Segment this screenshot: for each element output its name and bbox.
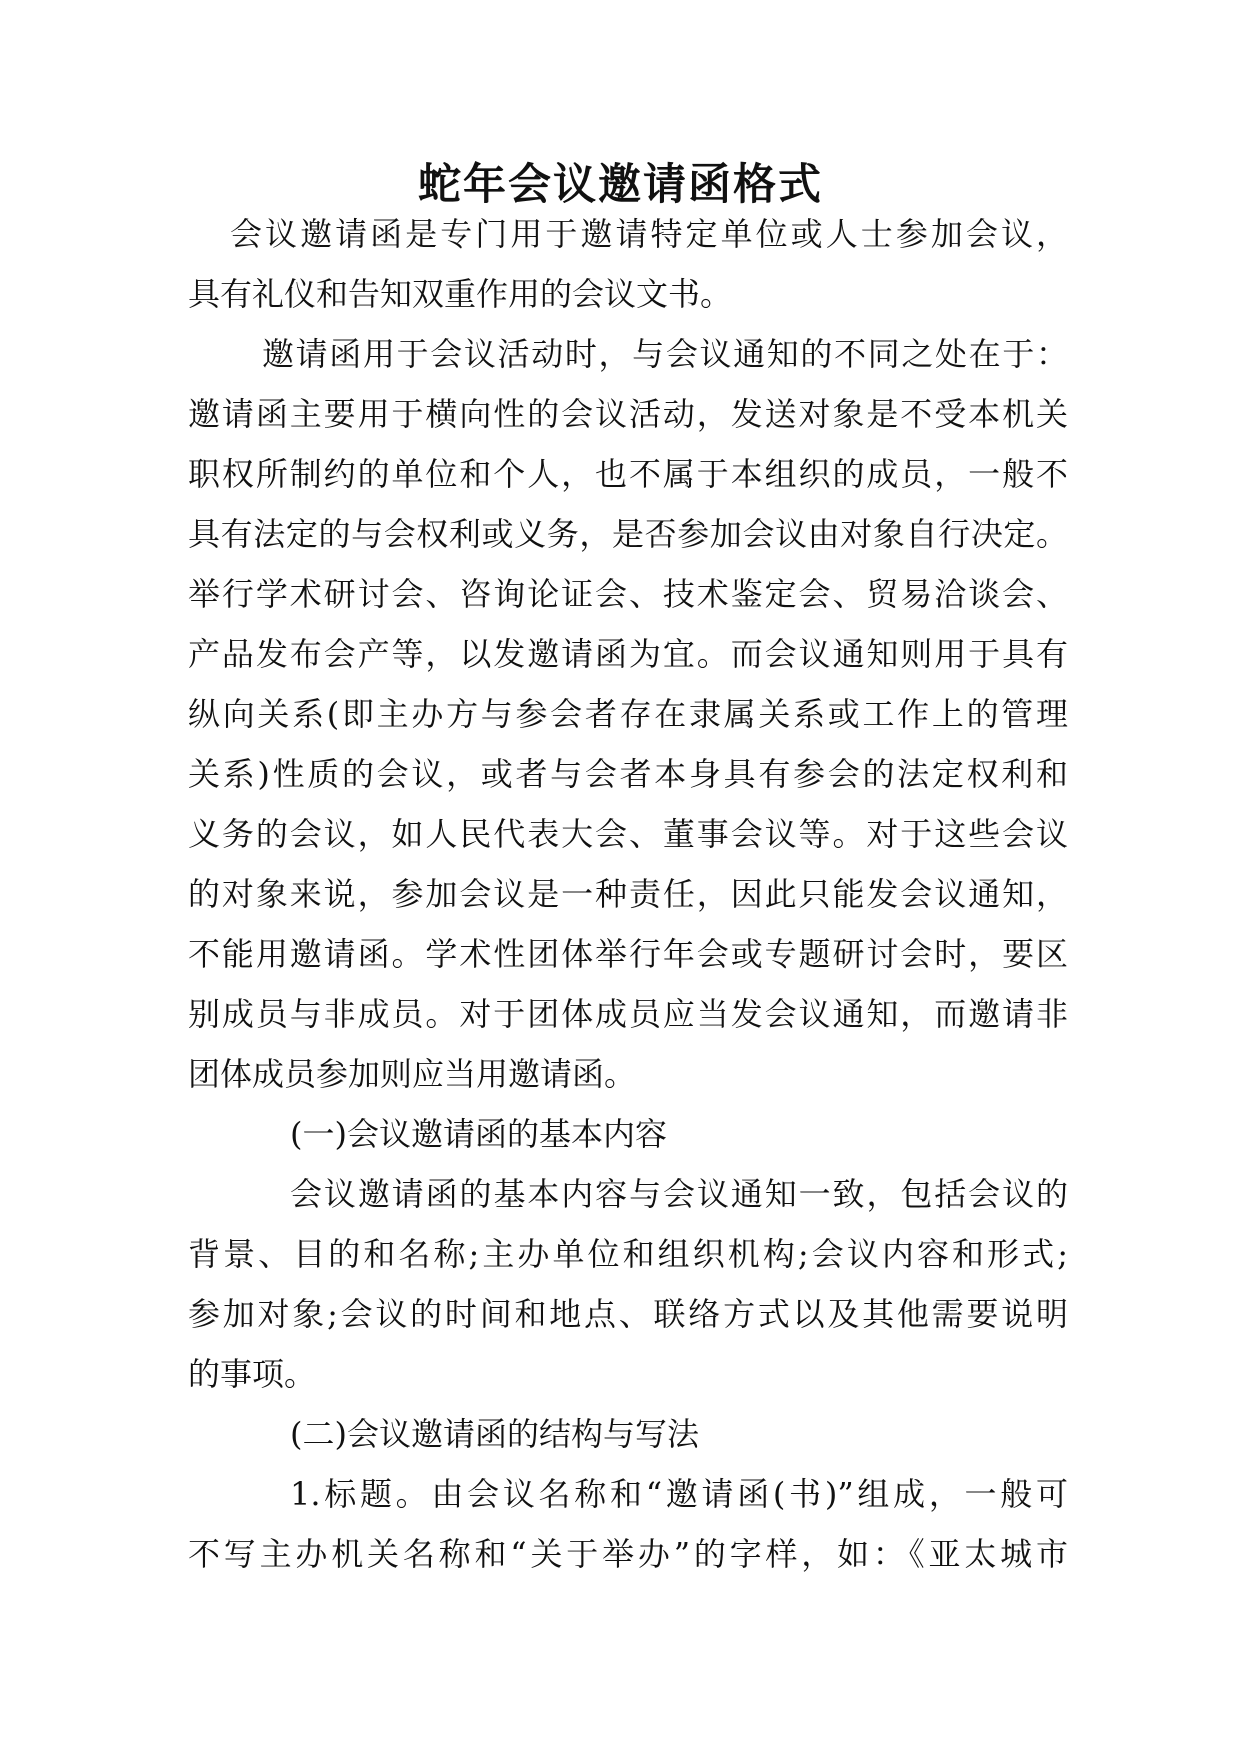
text-line: 产品发布会产等，以发邀请函为宜。而会议通知则用于具有 <box>188 635 1068 673</box>
text-line: 别成员与非成员。对于团体成员应当发会议通知，而邀请非 <box>188 995 1068 1033</box>
text-line: 关系)性质的会议，或者与会者本身具有参会的法定权利和 <box>188 755 1068 793</box>
text-line: 的事项。 <box>188 1355 317 1393</box>
text-line: 1.标题。由会议名称和“邀请函(书)”组成，一般可 <box>290 1475 1068 1513</box>
text-line: 举行学术研讨会、咨询论证会、技术鉴定会、贸易洽谈会、 <box>188 575 1068 613</box>
text-line: 邀请函主要用于横向性的会议活动，发送对象是不受本机关 <box>188 395 1068 433</box>
text-line: 纵向关系(即主办方与参会者存在隶属关系或工作上的管理 <box>188 695 1068 733</box>
section-heading: (二)会议邀请函的结构与写法 <box>290 1415 699 1453</box>
text-line: 背景、目的和名称;主办单位和组织机构;会议内容和形式; <box>188 1235 1068 1273</box>
text-line: 具有礼仪和告知双重作用的会议文书。 <box>188 275 733 313</box>
text-line: 会议邀请函的基本内容与会议通知一致，包括会议的 <box>290 1175 1068 1213</box>
text-line: 团体成员参加则应当用邀请函。 <box>188 1055 637 1093</box>
text-line: 会议邀请函是专门用于邀请特定单位或人士参加会议， <box>230 215 1068 253</box>
text-line: 职权所制约的单位和个人，也不属于本组织的成员，一般不 <box>188 455 1068 493</box>
text-line: 邀请函用于会议活动时，与会议通知的不同之处在于： <box>262 335 1068 373</box>
text-line: 具有法定的与会权利或义务，是否参加会议由对象自行决定。 <box>188 515 1068 553</box>
text-line: 不能用邀请函。学术性团体举行年会或专题研讨会时，要区 <box>188 935 1068 973</box>
text-line: 的对象来说，参加会议是一种责任，因此只能发会议通知， <box>188 875 1068 913</box>
section-heading: (一)会议邀请函的基本内容 <box>290 1115 667 1153</box>
text-line: 参加对象;会议的时间和地点、联络方式以及其他需要说明 <box>188 1295 1068 1333</box>
text-line: 不写主办机关名称和“关于举办”的字样，如：《亚太城市 <box>188 1535 1068 1573</box>
text-line: 义务的会议，如人民代表大会、董事会议等。对于这些会议 <box>188 815 1068 853</box>
document-title: 蛇年会议邀请函格式 <box>418 160 823 210</box>
